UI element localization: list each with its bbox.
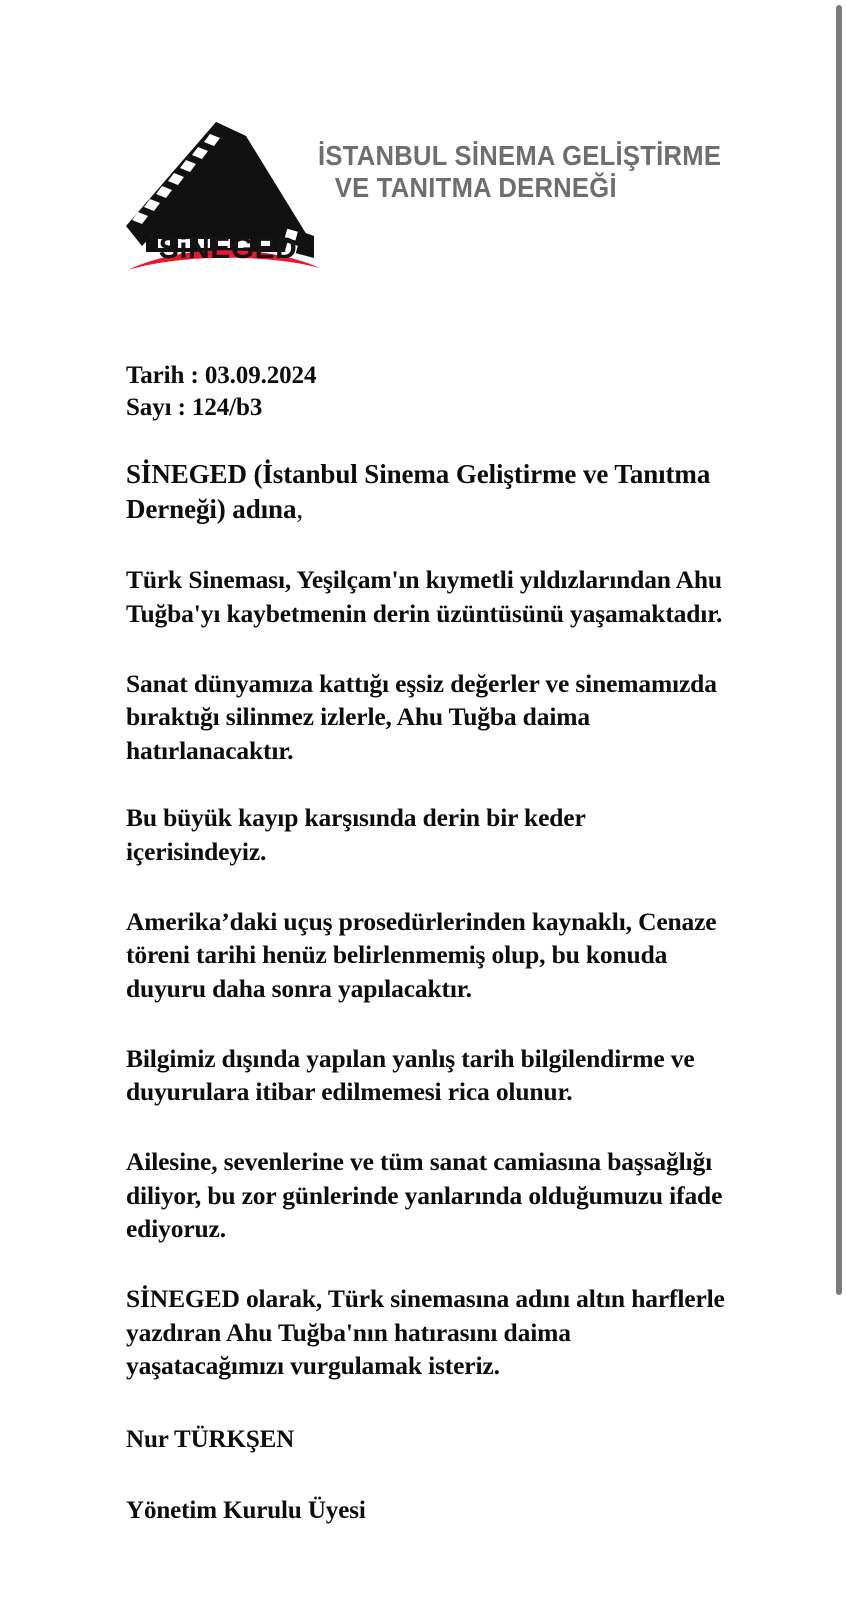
paragraph-3: Bu büyük kayıp karşısında derin bir keder içerisindeyiz. <box>126 803 586 867</box>
paragraph-7: SİNEGED olarak, Türk sinemasına adını altın harflerle yazdıran Ahu Tuğba'nın hatırasını daima yaşatacağımızı vurgulamak isteriz. <box>126 1284 725 1381</box>
paragraph-6: Ailesine, sevenlerine ve tüm sanat camiasına başsağlığı diliyor, bu zor günlerinde yanlarında olduğumuzu ifade ediyoruz. <box>126 1147 723 1244</box>
paragraph-1: Türk Sineması, Yeşilçam'ın kıymetli yıldızlarından Ahu Tuğba'yı kaybetmenin derin üzüntüsünü yaşamaktadır. <box>126 565 723 628</box>
signatory-title: Yönetim Kurulu Üyesi <box>126 1496 366 1524</box>
organization-name-line1: İSTANBUL SİNEMA GELİŞTİRME <box>318 140 722 171</box>
vertical-scrollbar[interactable] <box>834 0 846 1600</box>
letterhead <box>0 118 834 288</box>
signatory-name: Nur TÜRKŞEN <box>126 1426 295 1453</box>
signature-block <box>126 1424 726 1527</box>
logo-wordmark: SiNEGED <box>158 232 298 265</box>
paragraph-2: Sanat dünyamıza kattığı eşsiz değerler ve sinemamızda bıraktığı silinmez izlerle, Ahu Tuğba daima hatırlanacaktır. <box>126 668 717 765</box>
date-line: Tarih : 03.09.2024 <box>126 362 317 389</box>
addressee-heading <box>126 457 726 527</box>
addressee-text: SİNEGED (İstanbul Sinema Geliştirme ve Tanıtma Derneği) adına <box>126 459 711 525</box>
paragraph-4: Amerika’daki uçuş prosedürlerinden kaynaklı, Cenaze töreni tarihi henüz belirlenmemiş olup, bu konuda duyuru daha sonra yapılacaktır. <box>126 906 717 1004</box>
document-body <box>126 360 726 1409</box>
organization-name <box>318 140 755 204</box>
paragraph-5: Bilgimiz dışında yapılan yanlış tarih bilgilendirme ve duyurulara itibar edilmemesi rica olunur. <box>126 1043 695 1107</box>
reference-number-line: Sayı : 124/b3 <box>126 393 263 421</box>
organization-name-line2: VE TANITMA DERNEĞİ <box>334 171 617 203</box>
scrollbar-thumb[interactable] <box>836 5 842 1295</box>
addressee-tail: , <box>296 494 303 525</box>
